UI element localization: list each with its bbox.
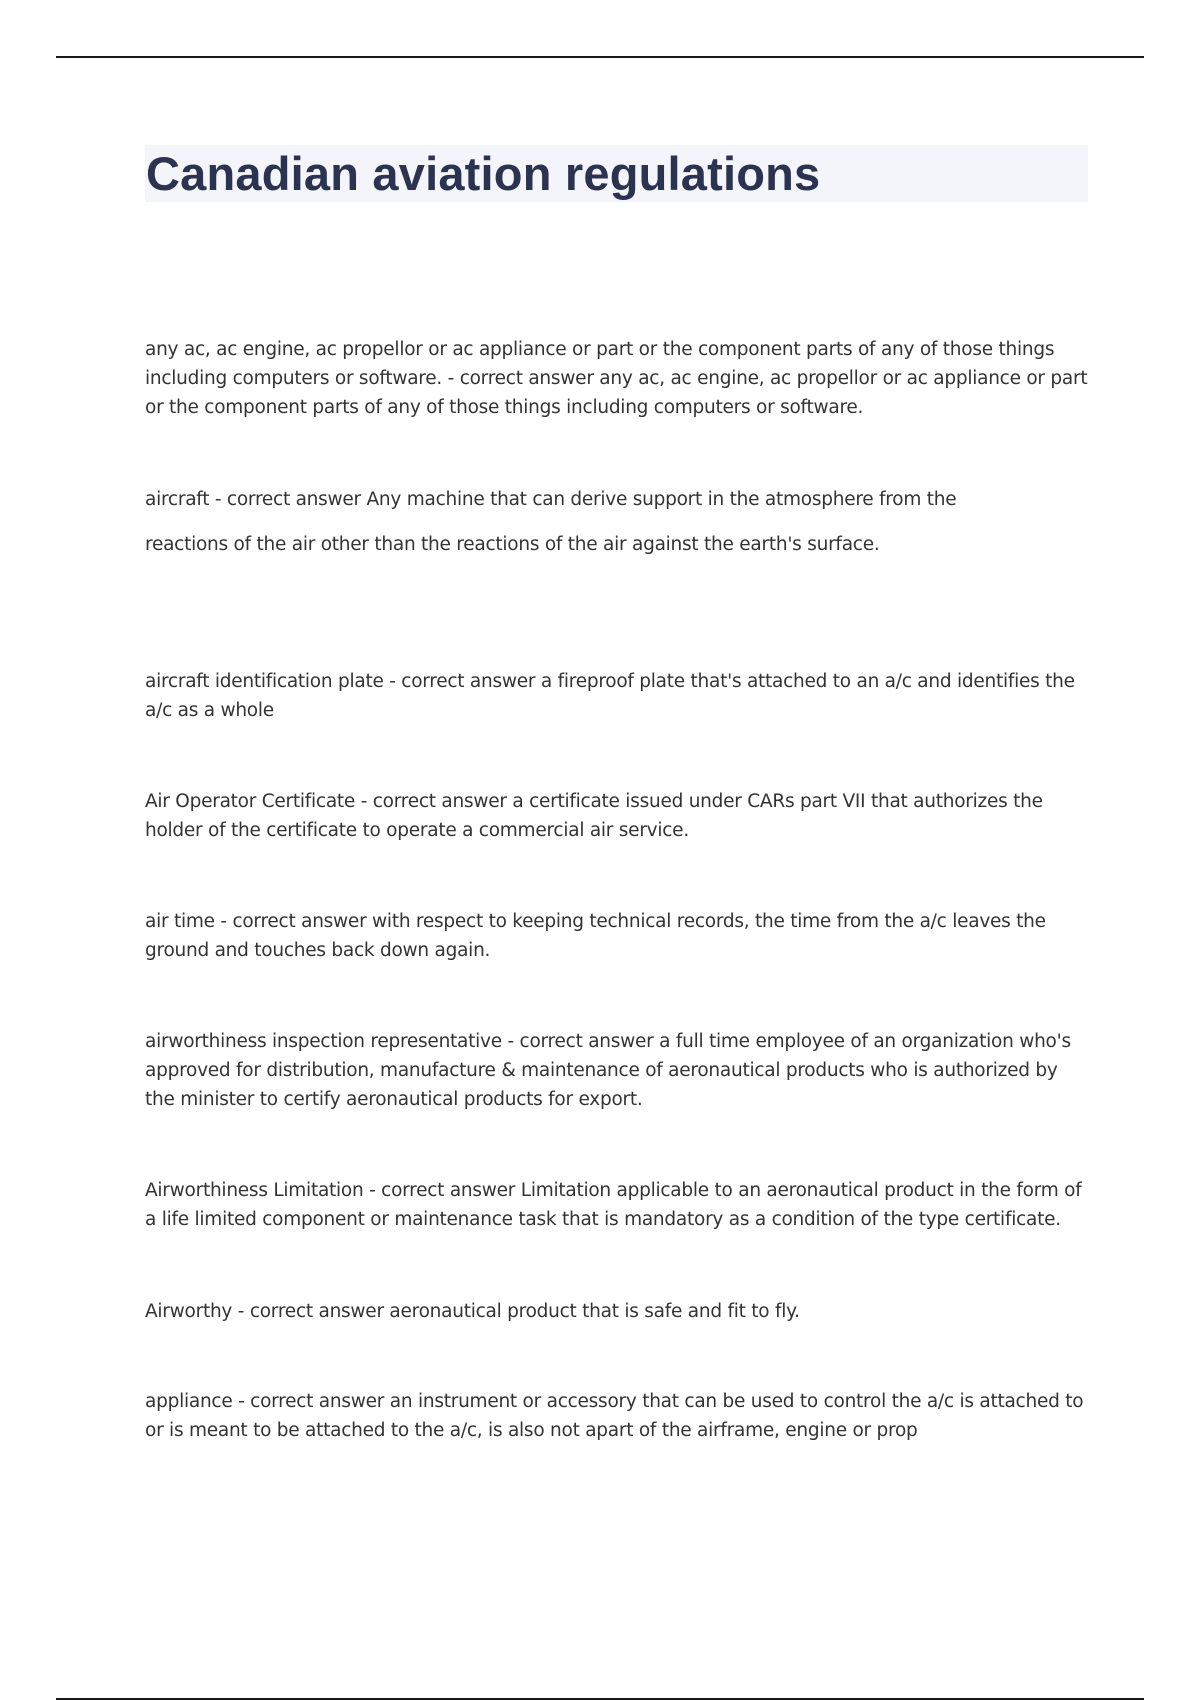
entry-airworthy: Airworthy - correct answer aeronautical product that is safe and fit to fly.: [145, 1301, 800, 1322]
entry-any-ac: any ac, ac engine, ac propellor or ac appliance or part or the component parts of any of those things including computers or software. - correct answer any ac, ac engine, ac propellor or ac appliance or part or the component parts of any of those things including computers or software.: [145, 339, 1088, 418]
entry-air-time: air time - correct answer with respect to keeping technical records, the time from the a/c leaves the ground and touches back down again.: [145, 911, 1046, 961]
entry-air-operator-certificate: Air Operator Certificate - correct answer a certificate issued under CARs part VII that authorizes the holder of the certificate to operate a commercial air service.: [145, 791, 1043, 841]
page-title: Canadian aviation regulations: [146, 147, 821, 200]
top-rule: [56, 56, 1144, 58]
entry-appliance: appliance - correct answer an instrument or accessory that can be used to control the a/c is attached to or is meant to be attached to the a/c, is also not apart of the airframe, engine or prop: [145, 1391, 1084, 1441]
entry-airworthiness-limitation: Airworthiness Limitation - correct answer Limitation applicable to an aeronautical product in the form of a life limited component or maintenance task that is mandatory as a condition of the type certificate.: [145, 1180, 1082, 1230]
entry-airworthiness-inspection-representative: airworthiness inspection representative - correct answer a full time employee of an organization who's approved for distribution, manufacture & maintenance of aeronautical products who is authorized by the minister to certify aeronautical products for export.: [145, 1031, 1071, 1110]
entry-aircraft-identification-plate: aircraft identification plate - correct answer a fireproof plate that's attached to an a/c and identifies the a/c as a whole: [145, 671, 1075, 721]
entry-aircraft: aircraft - correct answer Any machine that can derive support in the atmosphere from the reactions of the air other than the reactions of the air against the earth's surface.: [145, 489, 957, 555]
